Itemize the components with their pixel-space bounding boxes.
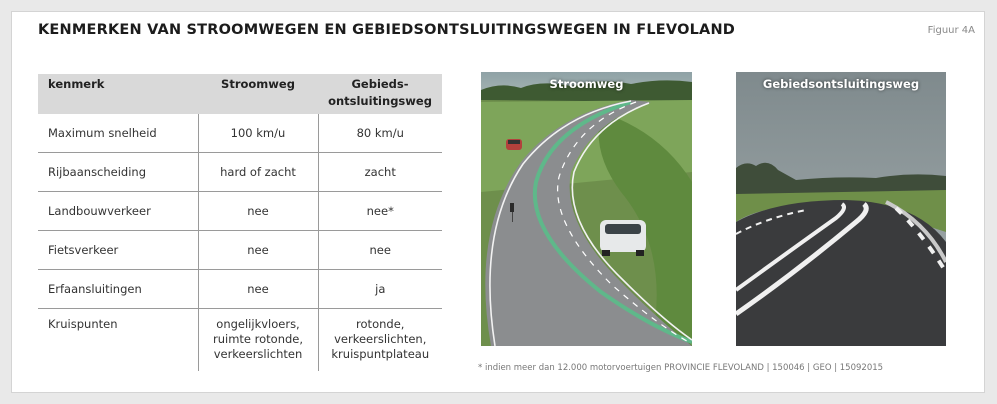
row-label: Landbouwverkeer <box>38 192 198 231</box>
stroomweg-photo-label: Stroomweg <box>549 77 624 91</box>
stroomweg-cell: 100 km/u <box>198 114 318 153</box>
row-label: Fietsverkeer <box>38 231 198 270</box>
figure-title: KENMERKEN VAN STROOMWEGEN EN GEBIEDSONTSLUITINGSWEGEN IN FLEVOLAND <box>38 22 736 38</box>
header-gebiedsontsluitingsweg <box>318 74 442 114</box>
table-row <box>38 192 442 231</box>
gow-cell: zacht <box>318 153 442 192</box>
stroomweg-cell: ongelijkvloers, ruimte rotonde, verkeerslichten <box>198 309 318 372</box>
table-row <box>38 309 442 372</box>
table-row <box>38 231 442 270</box>
row-label: Kruispunten <box>48 317 118 331</box>
row-label: Maximum snelheid <box>38 114 198 153</box>
gow-cell: nee <box>318 231 442 270</box>
figure-label: Figuur 4A <box>927 25 975 36</box>
stroomweg-photo <box>481 72 692 346</box>
header-stroomweg: Stroomweg <box>198 74 318 114</box>
stroomweg-cell: nee <box>198 231 318 270</box>
gow-cell: 80 km/u <box>318 114 442 153</box>
table-header-row <box>38 74 442 114</box>
stroomweg-cell: hard of zacht <box>198 153 318 192</box>
comparison-table <box>38 74 442 371</box>
gebiedsontsluitingsweg-road-illustration <box>736 72 946 346</box>
row-label: Rijbaanscheiding <box>38 153 198 192</box>
row-label: Erfaansluitingen <box>38 270 198 309</box>
header-gebieds-text: Gebieds- ontsluitingsweg <box>328 77 432 108</box>
gow-cell: nee* <box>318 192 442 231</box>
table-row <box>38 153 442 192</box>
header-kenmerk: kenmerk <box>38 74 198 114</box>
gebiedsontsluitingsweg-photo <box>736 72 946 346</box>
gow-cell: rotonde, verkeerslichten, kruispuntplateau <box>331 317 430 361</box>
table-row <box>38 270 442 309</box>
gebiedsontsluitingsweg-photo-label: Gebiedsontsluitingsweg <box>762 77 920 91</box>
gow-cell: ja <box>318 270 442 309</box>
table-row <box>38 114 442 153</box>
footnote: * indien meer dan 12.000 motorvoertuigen PROVINCIE FLEVOLAND | 150046 | GEO | 15092015 <box>478 363 884 373</box>
stroomweg-road-illustration <box>481 72 692 346</box>
stroomweg-cell: nee <box>198 270 318 309</box>
stroomweg-cell: nee <box>198 192 318 231</box>
